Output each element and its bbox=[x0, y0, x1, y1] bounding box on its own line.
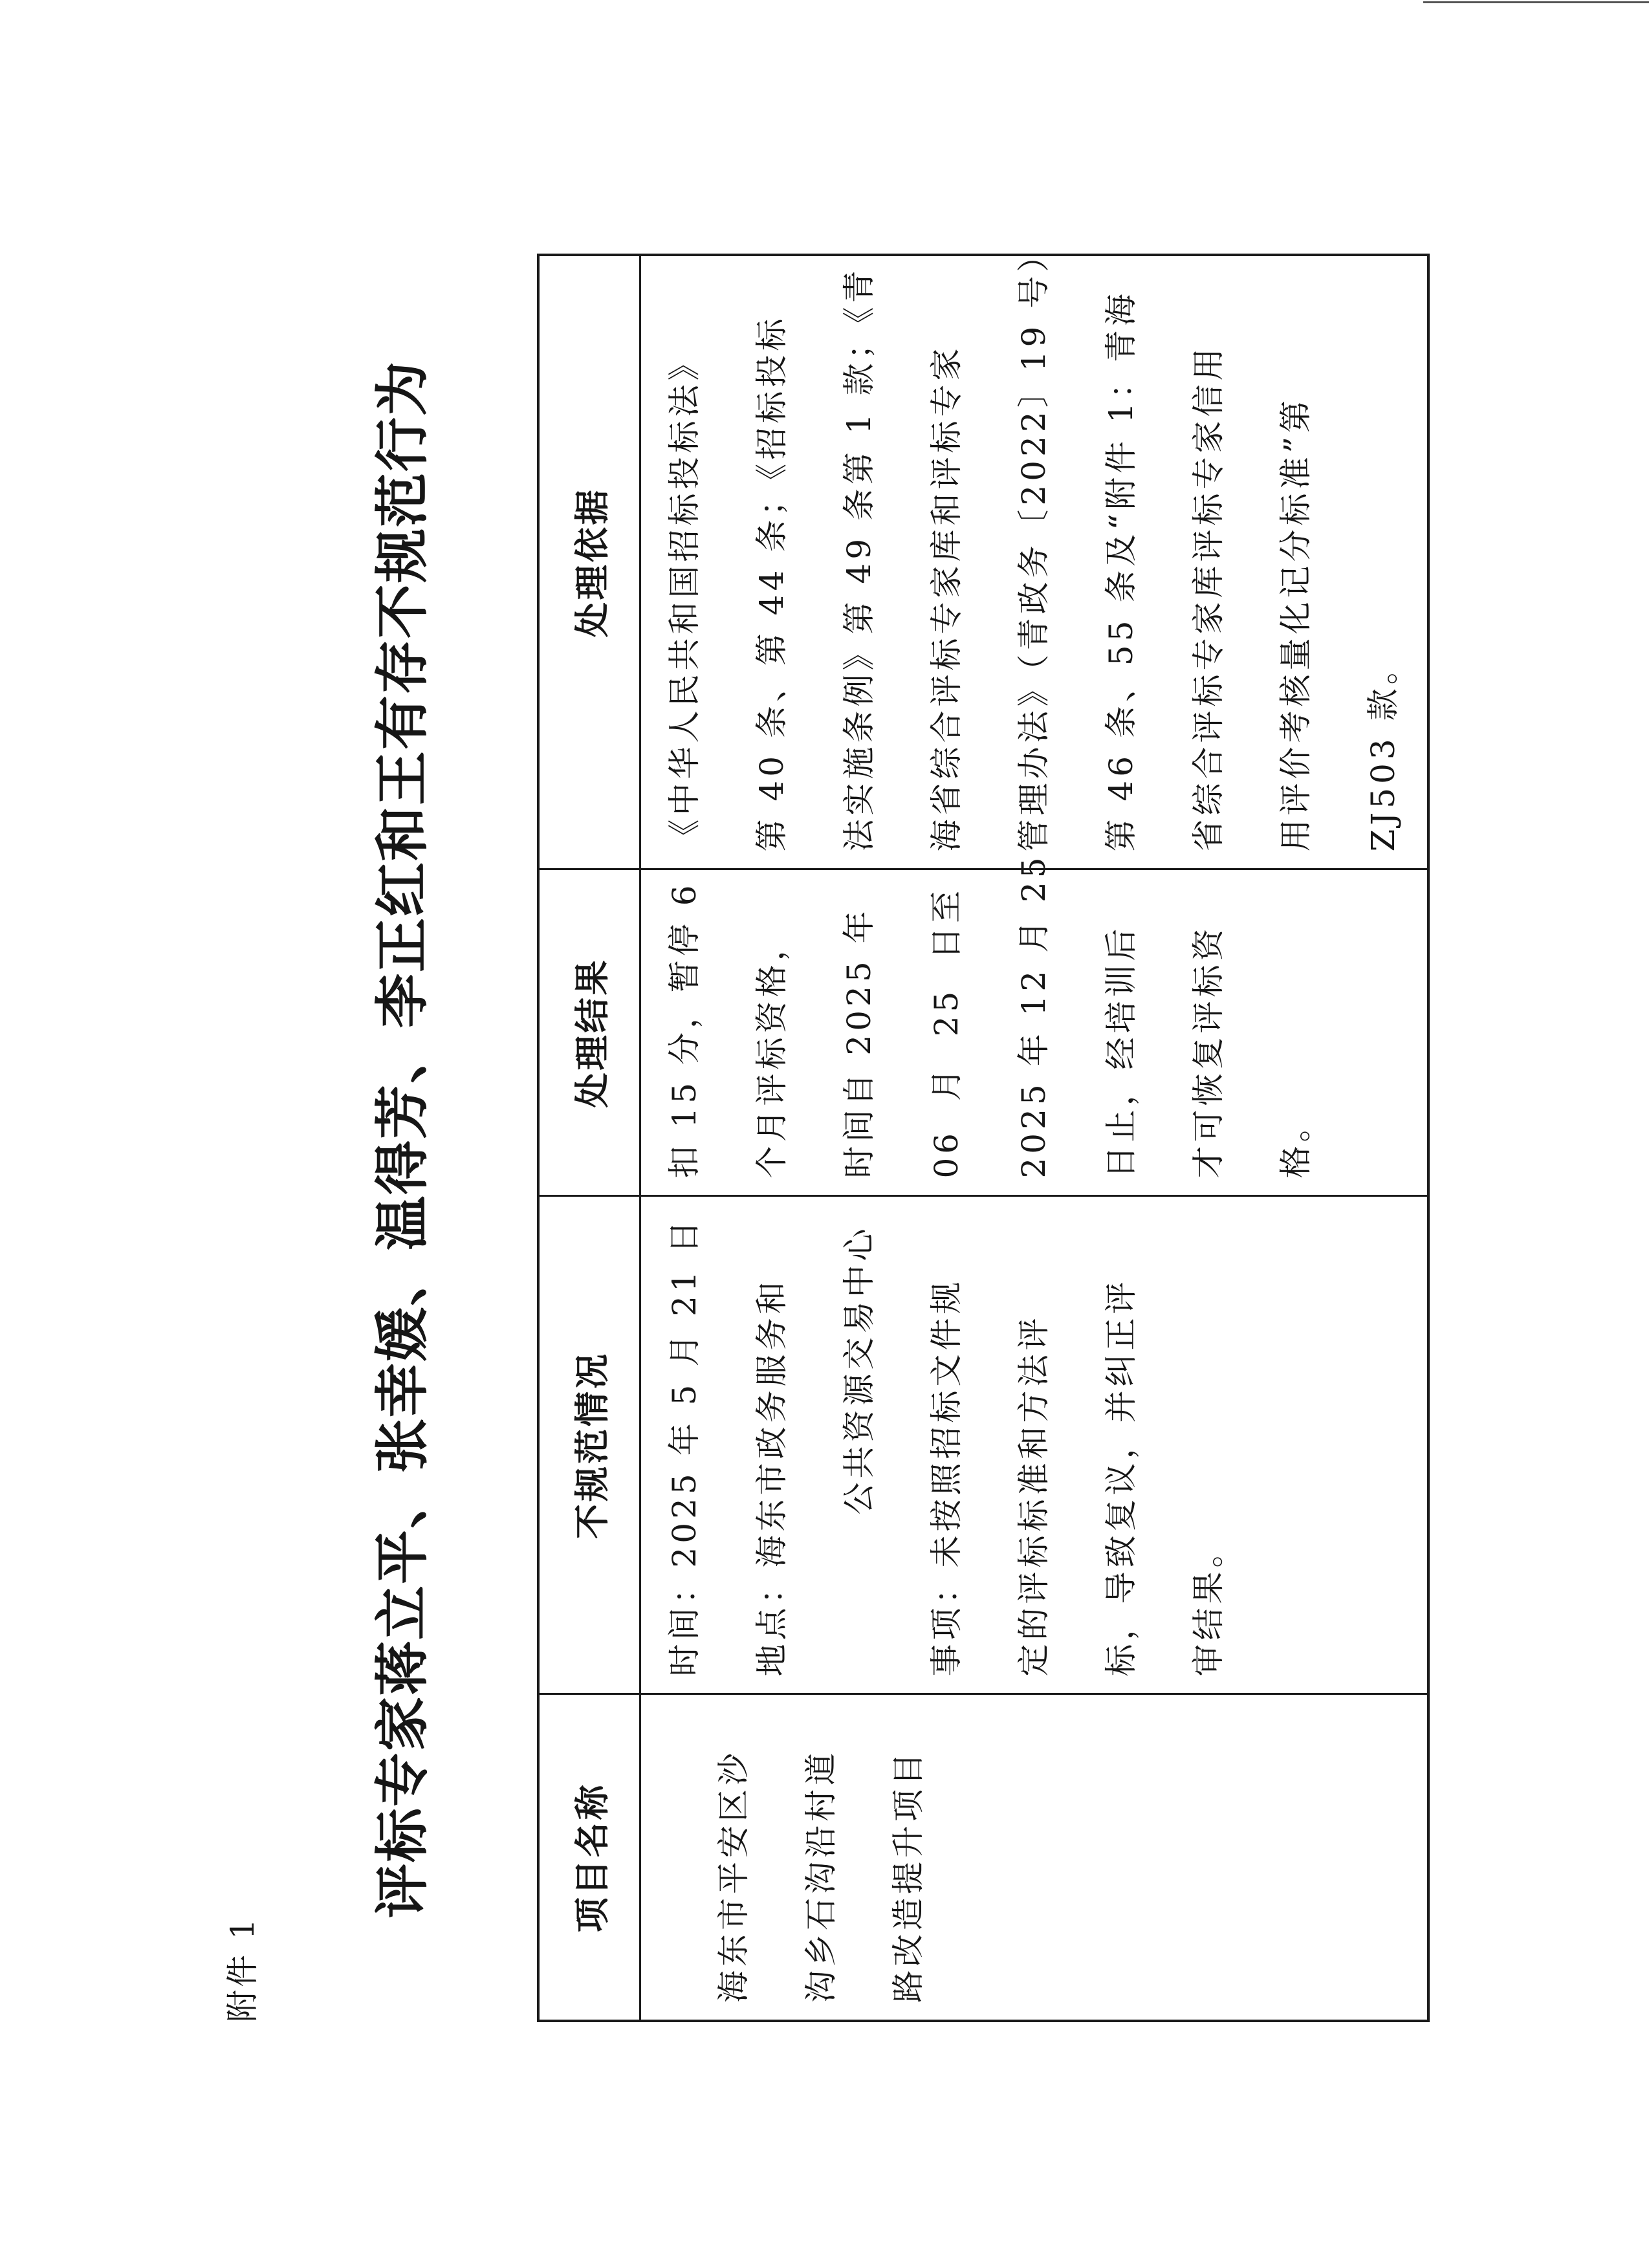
project-line: 路改造提升项目 bbox=[890, 1749, 927, 2003]
result-line: 格。 bbox=[1277, 1106, 1315, 1179]
issue-line: 地点：海东市政务服务和 bbox=[753, 1278, 791, 1677]
basis-line: 省综合评标专家库评标专家信用 bbox=[1190, 344, 1227, 852]
issue-line: 定的评标标准和方法评 bbox=[1015, 1314, 1053, 1677]
attachment-label: 附件 1 bbox=[224, 1916, 261, 2022]
header-project-name: 项目名称 bbox=[538, 1694, 640, 2021]
header-result: 处理结果 bbox=[538, 869, 640, 1196]
basis-line: 用评价考核量化记分标准”第 bbox=[1277, 396, 1315, 852]
result-line: 日止，经培训后 bbox=[1102, 924, 1140, 1179]
document-title: 评标专家蒋立平、张幸媛、温得芳、李正红和王有存不规范行为 bbox=[371, 360, 434, 1919]
result-line: 扣 15 分，暂停 6 bbox=[666, 881, 703, 1179]
basis-line: 第 46 条、55 条及“附件 1：青海 bbox=[1102, 290, 1140, 852]
issue-line: 审结果。 bbox=[1190, 1531, 1227, 1677]
basis-line: 法实施条例》第 49 条第 1 款；《青 bbox=[840, 267, 878, 852]
header-issue: 不规范情况 bbox=[538, 1196, 640, 1694]
result-line: 2025 年 12 月 25 bbox=[1015, 853, 1053, 1179]
table-header-row bbox=[538, 255, 640, 2021]
issue-line: 公共资源交易中心 bbox=[840, 1225, 878, 1515]
project-line: 海东市平安区沙 bbox=[715, 1749, 752, 2003]
basis-line: ZJ503 款。 bbox=[1364, 648, 1402, 852]
violations-table bbox=[537, 235, 1430, 2022]
issue-line: 时间：2025 年 5 月 21 日 bbox=[666, 1217, 703, 1677]
table-row bbox=[640, 255, 1429, 2021]
basis-line: 海省综合评标专家库和评标专家 bbox=[928, 344, 965, 852]
cell-result bbox=[640, 853, 1429, 1196]
result-line: 才可恢复评标资 bbox=[1190, 924, 1227, 1179]
header-basis: 处理依据 bbox=[538, 255, 640, 869]
cell-basis bbox=[640, 235, 1429, 869]
issue-line: 事项：未按照招标文件规 bbox=[928, 1278, 965, 1677]
result-line: 个月评标资格， bbox=[753, 924, 791, 1179]
issue-line: 标，导致复议，并纠正评 bbox=[1102, 1278, 1140, 1677]
basis-line: 管理办法》（青政务〔2022〕19 号） bbox=[1015, 235, 1053, 852]
project-line: 沟乡石沟沿村道 bbox=[802, 1749, 840, 2003]
cell-issue bbox=[640, 1196, 1429, 1694]
result-line: 06 月 25 日至 bbox=[928, 886, 965, 1179]
cell-project-name bbox=[640, 1694, 1429, 2021]
result-line: 时间自 2025 年 bbox=[840, 907, 878, 1179]
basis-line: 《中华人民共和国招标投标法》 bbox=[666, 344, 703, 852]
basis-line: 第 40 条、第 44 条；《招标投标 bbox=[753, 314, 791, 852]
